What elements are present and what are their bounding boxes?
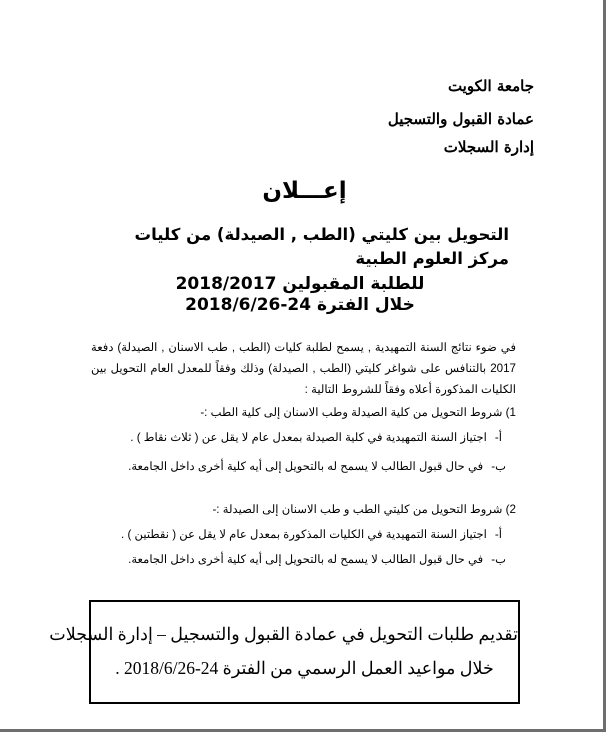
announcement-title: إعـــلان	[262, 178, 347, 204]
item-marker: أ-	[494, 431, 502, 444]
section-1-item-a	[130, 430, 502, 444]
section-1-heading: 1) شروط التحويل من كلية الصيدلة وطب الاسنان إلى كلية الطب :-	[200, 406, 516, 419]
section-2-item-b	[128, 552, 506, 566]
section-2-item-a	[121, 527, 502, 541]
section-2-heading: 2) شروط التحويل من كليتي الطب و طب الاسنان إلى الصيدلة :-	[212, 503, 516, 516]
deanship-name: عمادة القبول والتسجيل	[387, 110, 534, 128]
item-text: اجتياز السنة التمهيدية في الكليات المذكورة بمعدل عام لا يقل عن ( نقطتين ) .	[121, 528, 487, 541]
section-1-item-b	[128, 459, 506, 473]
batch-line: للطلبة المقبولين 2018/2017	[175, 274, 425, 294]
item-text: اجتياز السنة التمهيدية في كلية الصيدلة بمعدل عام لا يقل عن ( ثلاث نقاط ) .	[130, 431, 487, 444]
period-line: خلال الفترة 24-2018/6/26	[185, 295, 415, 315]
notice-line-1: تقديم طلبات التحويل في عمادة القبول والتسجيل – إدارة السجلات	[49, 624, 518, 644]
item-marker: ب-	[491, 553, 506, 566]
item-marker: ب-	[491, 460, 506, 473]
department-name: إدارة السجلات	[443, 138, 534, 156]
notice-line-2: خلال مواعيد العمل الرسمي من الفترة 24-2018/6/26 .	[115, 658, 494, 678]
intro-paragraph: في ضوء نتائج السنة التمهيدية , يسمح لطلبة كليات (الطب , طب الاسنان , الصيدلة) دفعة 2017 بالتنافس على شواغر كليتي (الطب , الصيدلة) وذلك وفقاً للمعدل العام التحويل بين الكليات المذكورة أعلاه وفقاً للشروط التالية :	[91, 341, 516, 396]
item-text: في حال قبول الطالب لا يسمح له بالتحويل إلى أيه كلية أخرى داخل الجامعة.	[128, 460, 484, 473]
university-name: جامعة الكويت	[447, 77, 534, 95]
item-marker: أ-	[494, 528, 502, 541]
notice-box	[49, 600, 520, 704]
item-text: في حال قبول الطالب لا يسمح له بالتحويل إلى أيه كلية أخرى داخل الجامعة.	[128, 553, 484, 566]
announcement-subtitle: التحويل بين كليتي (الطب , الصيدلة) من كليات مركز العلوم الطبية	[134, 225, 509, 268]
